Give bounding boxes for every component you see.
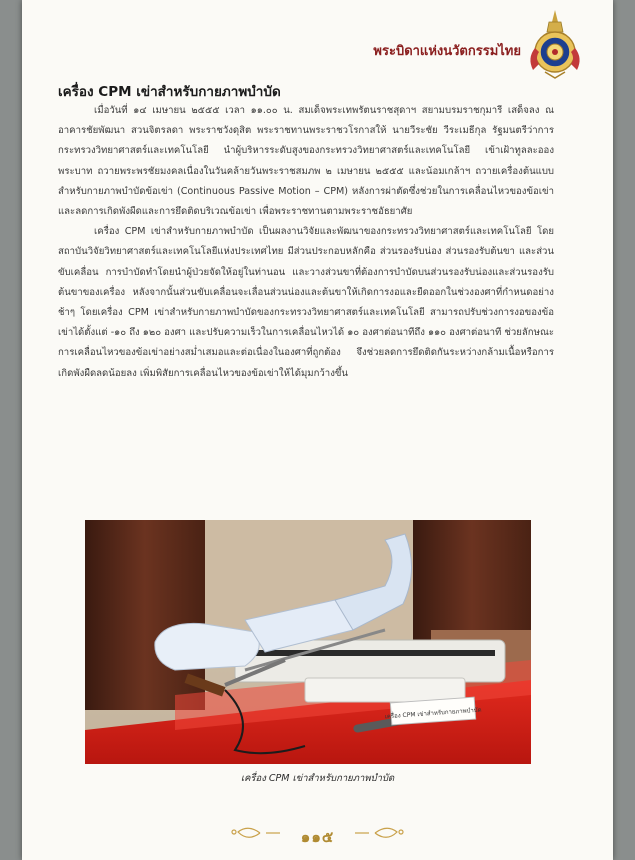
cpm-machine-illustration [85, 520, 531, 764]
page-header [22, 0, 613, 86]
document-page [22, 0, 613, 860]
page-number: ๑๑๕ [300, 828, 335, 846]
photo-sign-text: เครื่อง CPM เข่าสำหรับกายภาพบำบัด [384, 706, 482, 721]
photo-caption: เครื่อง CPM เข่าสำหรับกายภาพบำบัด [240, 773, 395, 784]
article-body [58, 101, 554, 384]
article-paragraph-2: เครื่อง CPM เข่าสำหรับกายภาพบำบัด เป็นผลงานวิจัยและพัฒนาของกระทรวงวิทยาศาสตร์และเทคโนโลยี โดยสถาบันวิจัยวิทยาศาสตร์และเทคโนโลยีแห่งประเทศไทย มีส่วนประกอบหลักคือ ส่วนรองรับน่อง ส่วนรองรับต้นขา และส่วนขับเคลื่อน การบำบัดทำโดยนำผู้ป่วยจัดให้อยู่ในท่านอน และวางส่วนขาที่ต้องการบำบัดบนส่วนรองรับน่องและส่วนรองรับต้นขาของเครื่อง หลังจากนั้นส่วนขับเคลื่อนจะเลื่อนส่วนน่องและต้นขาให้เกิดการงอและยืดออกในช่วงองศาที่กำหนดอย่างช้าๆ โดยเครื่อง CPM เข่าสำหรับกายภาพบำบัดของกระทรวงวิทยาศาสตร์และเทคโนโลยี สามารถปรับช่วงการงอของข้อเข่าได้ตั้งแต่ -๑๐ ถึง ๑๒๐ องศา และปรับความเร็วในการเคลื่อนไหวได้ ๑๐ องศาต่อนาทีถึง ๑๑๐ องศาต่อนาที ช่วยลักษณะการเคลื่อนไหวของข้อเข่าอย่างสม่ำเสมอและต่อเนื่องในองศาที่ถูกต้อง จึงช่วยลดการยึดติดกันระหว่างกล้ามเนื้อหรือการเกิดพังผืดลดน้อยลง เพิ่มพิสัยการเคลื่อนไหวของข้อเข่าให้ได้มุมกว้างขึ้น [58, 226, 554, 379]
cpm-machine-photo [85, 520, 531, 764]
article-title: เครื่อง CPM เข่าสำหรับกายภาพบำบัด [58, 84, 281, 100]
article-paragraph-1: เมื่อวันที่ ๑๔ เมษายน ๒๕๕๕ เวลา ๑๑.๐๐ น. สมเด็จพระเทพรัตนราชสุดาฯ สยามบรมราชกุมารี เสด็จลง ณ อาคารชัยพัฒนา สวนจิตรลดา พระราชวังดุสิต พระราชทานพระราชวโรกาสให้ นายวีระชัย วีระเมธีกุล รัฐมนตรีว่าการกระทรวงวิทยาศาสตร์และเทคโนโลยี นำผู้บริหารระดับสูงของกระทรวงวิทยาศาสตร์และเทคโนโลยี เข้าเฝ้าทูลละอองพระบาท ถวายพระพรชัยมงคลเนื่องในวันคล้ายวันพระราชสมภพ ๒ เมษายน ๒๕๕๕ และน้อมเกล้าฯ ถวายเครื่องต้นแบบสำหรับกายภาพบำบัดข้อเข่า (Continuous Passive Motion – CPM) หลังการผ่าตัดซึ่งช่วยในการเคลื่อนไหวของข้อเข่าและลดการเกิดพังผืดและการยึดติดบริเวณข้อเข่า เพื่อพระราชทานตามพระราชอัธยาศัย [58, 105, 554, 218]
royal-emblem-icon [525, 8, 585, 80]
header-title: พระบิดาแห่งนวัตกรรมไทย [373, 44, 521, 59]
